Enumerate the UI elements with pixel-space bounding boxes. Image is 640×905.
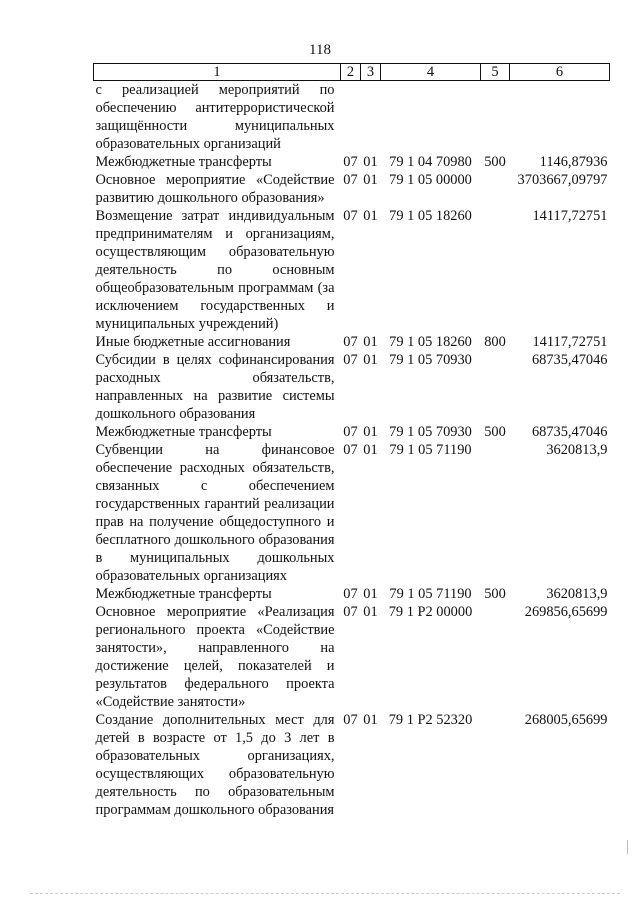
row-name: с реализацией мероприятий по обеспечению антитеррористической защищённости муниципальных образовательных организаций [95, 82, 335, 152]
row-expense-type: 500 [484, 424, 506, 440]
row-section: 07 [343, 352, 358, 368]
row-target-article: 79 1 05 18260 [389, 334, 472, 350]
row-name: Создание дополнительных мест для детей в возрасте от 1,5 до 3 лет в образовательных организациях, осуществляющих образовательную деятельность по образовательным программам дошкольного образования [95, 712, 335, 818]
row-section: 07 [343, 442, 358, 458]
header-col-1: 1 [94, 64, 341, 81]
row-amount: 3703667,09797 [517, 172, 608, 188]
row-target-article: 79 1 05 71190 [389, 586, 472, 602]
row-target-article: 79 1 05 70930 [389, 352, 472, 368]
row-section: 07 [343, 334, 358, 350]
row-amount: 1146,87936 [539, 154, 608, 170]
table-row [94, 351, 610, 423]
row-amount: 68735,47046 [531, 424, 608, 440]
row-expense-type: 500 [484, 154, 506, 170]
row-expense-type [481, 351, 510, 423]
row-expense-type [481, 207, 510, 333]
row-section: 07 [343, 172, 358, 188]
row-subsection: 01 [363, 424, 378, 440]
row-expense-type [481, 711, 510, 819]
row-target-article [381, 81, 481, 154]
table-row [94, 603, 610, 711]
row-name: Субсидии в целях софинансирования расходных обязательств, направленных на развитие системы дошкольного образования [95, 352, 335, 422]
row-name: Субвенции на финансовое обеспечение расходных обязательств, связанных с обеспечением государственных гарантий реализации прав на получение общедоступного и бесплатного дошкольного образования в муниципальных дошкольных образовательных организациях [95, 442, 335, 584]
row-target-article: 79 1 05 70930 [389, 424, 472, 440]
row-section: 07 [343, 424, 358, 440]
row-name: Основное мероприятие «Реализация регионального проекта «Содействие занятости», направленного на достижение целей, показателей и результатов федерального проекта «Содействие занятости» [95, 604, 335, 710]
table-row [94, 81, 610, 154]
row-name: Возмещение затрат индивидуальным предпринимателям и организациям, осуществляющим образовательную деятельность по основным общеобразовательным программам (за исключением государственных и муниципальных учреждений) [95, 208, 335, 332]
row-subsection: 01 [363, 712, 378, 728]
row-amount: 68735,47046 [531, 352, 608, 368]
row-amount: 268005,65699 [524, 712, 608, 728]
table-row [94, 441, 610, 585]
header-col-6: 6 [510, 64, 610, 81]
header-col-5: 5 [481, 64, 510, 81]
table-row [94, 423, 610, 441]
row-subsection: 01 [363, 604, 378, 620]
budget-table [93, 63, 610, 819]
row-expense-type [481, 171, 510, 207]
header-col-3: 3 [361, 64, 381, 81]
row-name: Иные бюджетные ассигнования [95, 334, 291, 350]
row-name: Межбюджетные трансферты [95, 154, 272, 170]
page-number: 118 [309, 42, 331, 58]
table-header [94, 64, 610, 81]
row-section: 07 [343, 586, 358, 602]
row-subsection: 01 [363, 352, 378, 368]
row-subsection: 01 [363, 586, 378, 602]
row-name: Межбюджетные трансферты [95, 586, 272, 602]
row-expense-type: 800 [484, 334, 506, 350]
scan-edge-mark [627, 840, 628, 854]
row-expense-type [481, 603, 510, 711]
table-row [94, 153, 610, 171]
row-subsection: 01 [363, 154, 378, 170]
row-expense-type: 500 [484, 586, 506, 602]
row-target-article: 79 1 04 70980 [389, 154, 472, 170]
row-subsection: 01 [363, 208, 378, 224]
row-amount [510, 81, 610, 154]
row-section: 07 [343, 604, 358, 620]
row-amount: 14117,72751 [532, 334, 608, 350]
table-row [94, 207, 610, 333]
row-amount: 3620813,9 [546, 442, 608, 458]
table-row [94, 585, 610, 603]
row-section [341, 81, 361, 154]
row-target-article: 79 1 05 00000 [389, 172, 472, 188]
header-col-2: 2 [341, 64, 361, 81]
row-target-article: 79 1 P2 00000 [388, 604, 473, 620]
table-row [94, 333, 610, 351]
row-target-article: 79 1 05 18260 [389, 208, 472, 224]
header-col-4: 4 [381, 64, 481, 81]
row-subsection: 01 [363, 172, 378, 188]
row-subsection: 01 [363, 442, 378, 458]
row-target-article: 79 1 P2 52320 [388, 712, 473, 728]
row-amount: 14117,72751 [532, 208, 608, 224]
row-section: 07 [343, 712, 358, 728]
scan-bottom-strip [30, 893, 620, 895]
row-name: Межбюджетные трансферты [95, 424, 272, 440]
row-amount: 269856,65699 [524, 604, 608, 620]
row-section: 07 [343, 154, 358, 170]
row-target-article: 79 1 05 71190 [389, 442, 472, 458]
row-amount: 3620813,9 [546, 586, 608, 602]
row-subsection: 01 [363, 334, 378, 350]
row-section: 07 [343, 208, 358, 224]
table-row [94, 171, 610, 207]
table-body [94, 81, 610, 820]
row-expense-type [481, 81, 510, 154]
row-subsection [361, 81, 381, 154]
table-row [94, 711, 610, 819]
row-name: Основное мероприятие «Содействие развитию дошкольного образования» [95, 172, 335, 206]
row-expense-type [481, 441, 510, 585]
